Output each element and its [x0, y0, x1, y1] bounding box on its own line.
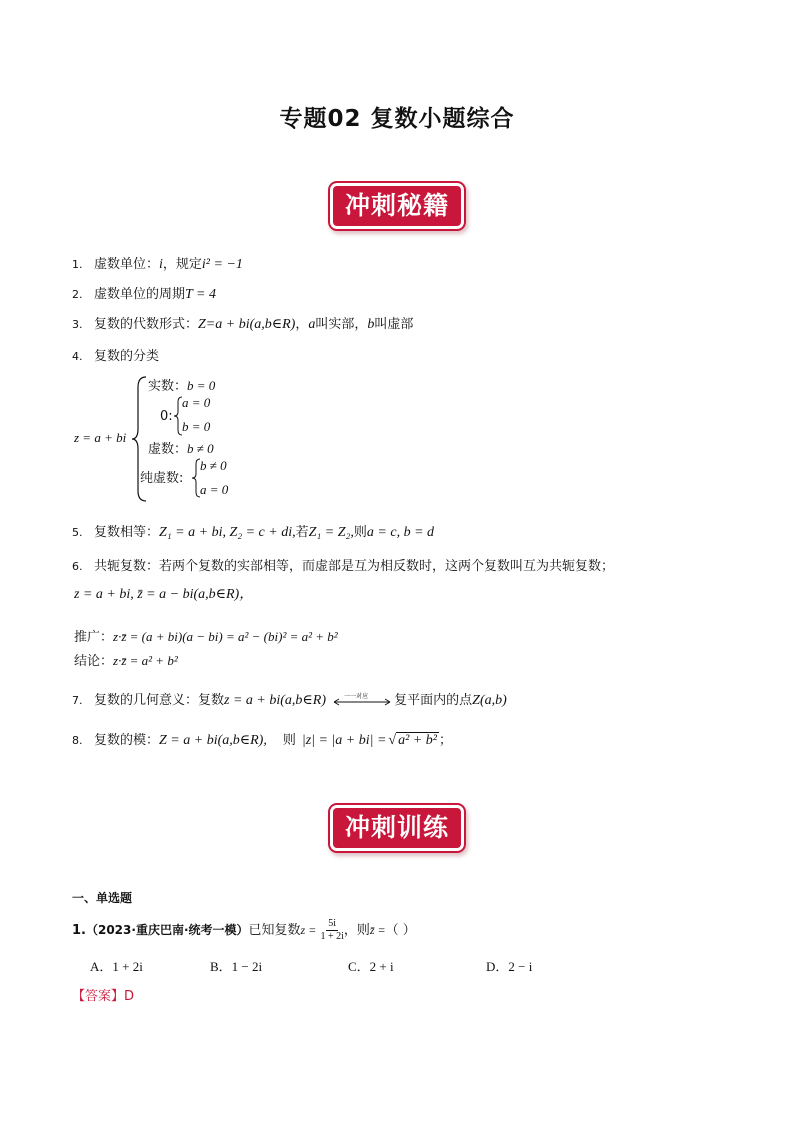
item-6-conclusion: 结论：z·z̄ = a² + b²: [74, 653, 178, 669]
answer-label: 【答案】: [72, 989, 125, 1004]
classify-imag: 虚数：b ≠ 0: [148, 441, 214, 457]
classify-zero-label: 0:: [160, 409, 173, 424]
item-7: 7. 复数的几何意义：复数z = a + bi(a,b∈R) 一一对应 复平面内的点Z(a,b): [72, 692, 507, 708]
item-6-generalize: 推广：z·z̄ = (a + bi)(a − bi) = a² − (bi)² = a² + b²: [74, 629, 338, 645]
answer: [72, 988, 134, 1006]
classify-pure-b: b ≠ 0: [200, 458, 227, 473]
one-to-one-arrow-icon: 一一对应: [330, 694, 394, 708]
classify-zero-b: b = 0: [182, 419, 211, 434]
section-heading: 一、单选题: [72, 891, 133, 905]
item-3: 3. 复数的代数形式：Z=a + bi(a,b∈R)，a叫实部，b叫虚部: [72, 317, 414, 332]
item-6: 6. 共轭复数：若两个复数的实部相等，而虚部是互为相反数时，这两个复数叫互为共轭复数；: [72, 559, 615, 574]
banner-sprint-training: 冲刺训练: [333, 808, 461, 848]
option-c[interactable]: C．2 + i: [348, 959, 394, 974]
question-1: 1.（2023·重庆巴南·统考一模）已知复数z = $\frac{5i}{1 + 2i}$ ，则z̄ =（ ）: [72, 918, 416, 942]
classify-lhs: z = a + bi: [74, 430, 127, 445]
classify-real: 实数：b = 0: [148, 378, 216, 394]
item-5: 5. 复数相等：Z₁ = a + bi, Z₂ = c + di,若Z₁ = Z₂,则a = c, b = d: [72, 525, 435, 540]
classify-pure-a: a = 0: [200, 482, 229, 497]
item-8: 8. 复数的模：Z = a + bi(a,b∈R), 则 |z| = |a + bi| = √ a² + b² ；: [72, 733, 452, 748]
question-1-options: [90, 958, 532, 977]
classify-zero-a: a = 0: [182, 395, 211, 410]
item-1: 1. 虚数单位：i，规定i² = −1: [72, 257, 243, 272]
option-b[interactable]: B．1 − 2i: [210, 959, 263, 974]
page-title: 专题02 复数小题综合: [279, 106, 515, 132]
question-1-fraction: $\frac{5i}{1 + 2i}$: [320, 918, 344, 942]
option-a[interactable]: A．1 + 2i: [90, 959, 143, 974]
item-4: 4. 复数的分类: [72, 349, 160, 364]
item-2: 2. 虚数单位的周期T = 4: [72, 287, 216, 302]
item-6-formula: z = a + bi, z̄ = a − bi(a,b∈R)，: [74, 587, 254, 602]
option-d[interactable]: D．2 − i: [486, 959, 533, 974]
answer-value: D: [124, 989, 135, 1004]
banner-sprint-tips: 冲刺秘籍: [333, 186, 461, 226]
classify-pure-label: 纯虚数:: [140, 471, 184, 486]
